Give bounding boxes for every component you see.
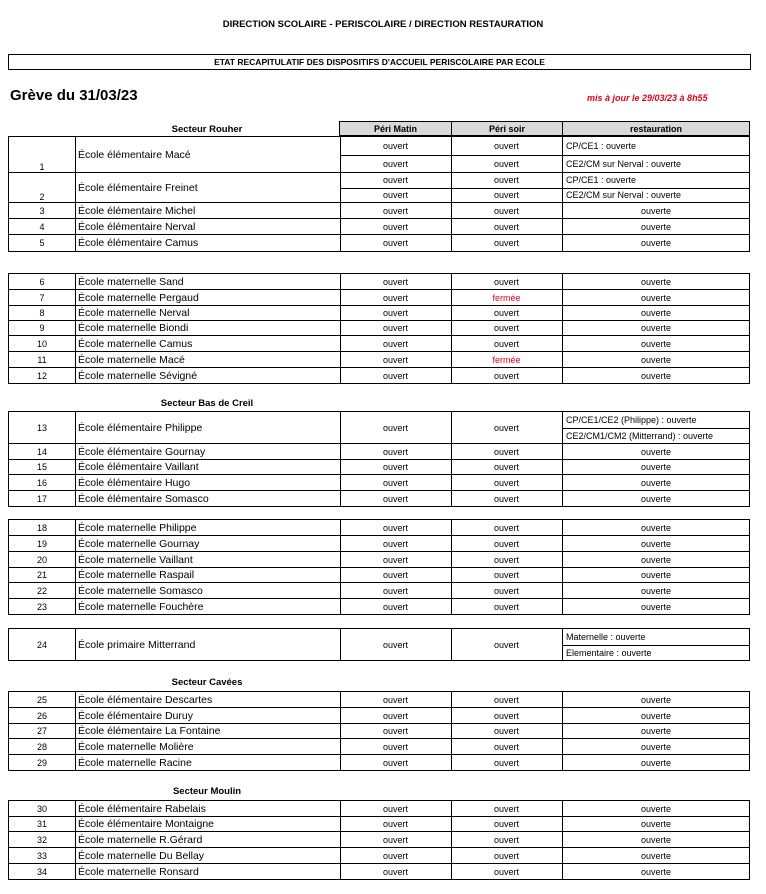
school-number: 23 (36, 602, 47, 612)
restauration-status: ouverte (640, 238, 672, 248)
school-name: École maternelle Somasco (78, 585, 203, 597)
restauration-status: CE2/CM sur Nerval : ouverte (566, 190, 682, 200)
peri-soir-status: ouvert (493, 602, 519, 612)
peri-soir-status: ouvert (493, 570, 519, 580)
school-name: École élémentaire Macé (78, 149, 191, 161)
restauration-status: ouverte (640, 835, 672, 845)
peri-matin-status: ouvert (382, 602, 408, 612)
peri-soir-status: ouvert (493, 308, 519, 318)
table-row (9, 274, 749, 290)
table-row (9, 536, 749, 552)
update-timestamp: mis à jour le 29/03/23 à 8h55 (587, 93, 708, 103)
peri-soir-status: ouvert (493, 323, 519, 333)
school-number: 16 (36, 478, 47, 488)
restauration-status: Elementaire : ouverte (566, 648, 652, 658)
restauration-status: CP/CE1 : ouverte (566, 175, 637, 185)
school-number: 27 (36, 726, 47, 736)
peri-soir-status: ouvert (493, 222, 519, 232)
sector-heading: Secteur Cavées (171, 677, 243, 688)
peri-soir-status: ouvert (493, 835, 519, 845)
school-name: École élémentaire Freinet (78, 182, 198, 194)
school-group (8, 628, 750, 661)
school-number: 1 (39, 162, 45, 172)
table-row (9, 306, 749, 321)
row-divider (340, 155, 749, 156)
school-group (8, 691, 750, 771)
school-name: École maternelle Nerval (78, 307, 190, 319)
table-row (9, 219, 749, 235)
peri-soir-status: ouvert (493, 238, 519, 248)
column-header-peri-matin: Péri Matin (339, 121, 452, 136)
table-row (9, 848, 749, 864)
school-number: 21 (36, 570, 47, 580)
school-name: École maternelle Raspail (78, 569, 195, 581)
peri-matin-status: ouvert (382, 277, 408, 287)
school-name: École élémentaire La Fontaine (78, 725, 221, 737)
table-row (9, 368, 749, 384)
table-row (9, 444, 749, 460)
school-number: 15 (36, 462, 47, 472)
table-row (9, 352, 749, 368)
school-name: École maternelle Fouchère (78, 601, 204, 613)
table-row (9, 412, 749, 444)
peri-matin-status: ouvert (382, 293, 408, 303)
table-row (9, 336, 749, 352)
school-number: 22 (36, 586, 47, 596)
peri-soir-status: ouvert (493, 726, 519, 736)
peri-soir-status: ouvert (493, 462, 519, 472)
school-number: 4 (39, 222, 45, 232)
school-number: 26 (36, 711, 47, 721)
peri-matin-status: ouvert (382, 423, 408, 433)
restauration-status: ouverte (640, 308, 672, 318)
peri-soir-status: ouvert (493, 742, 519, 752)
table-row (9, 817, 749, 832)
school-name: École maternelle Pergaud (78, 292, 199, 304)
peri-soir-status: ouvert (493, 867, 519, 877)
school-group (8, 519, 750, 615)
strike-date-title: Grève du 31/03/23 (10, 87, 138, 104)
school-number: 9 (39, 323, 45, 333)
table-row (9, 475, 749, 491)
restauration-status: ouverte (640, 726, 672, 736)
row-divider (340, 188, 749, 189)
peri-matin-status: ouvert (382, 758, 408, 768)
peri-soir-status: ouvert (493, 711, 519, 721)
peri-soir-status: ouvert (493, 758, 519, 768)
peri-matin-status: ouvert (382, 175, 408, 185)
peri-matin-status: ouvert (382, 494, 408, 504)
peri-soir-status: fermée (492, 293, 521, 303)
peri-soir-status: ouvert (493, 159, 519, 169)
restauration-status: ouverte (640, 355, 672, 365)
peri-matin-status: ouvert (382, 726, 408, 736)
peri-matin-status: ouvert (382, 570, 408, 580)
sector-heading: Secteur Moulin (172, 786, 242, 797)
restauration-status: ouverte (640, 758, 672, 768)
table-row (9, 173, 749, 203)
peri-matin-status: ouvert (382, 640, 408, 650)
peri-soir-status: ouvert (493, 555, 519, 565)
restauration-status: ouverte (640, 462, 672, 472)
table-row (9, 801, 749, 817)
school-name: École maternelle Gournay (78, 538, 200, 550)
school-name: École maternelle Du Bellay (78, 850, 205, 862)
restauration-status: ouverte (640, 819, 672, 829)
peri-soir-status: fermée (492, 355, 521, 365)
school-name: École élémentaire Nerval (78, 221, 196, 233)
restauration-status: CE2/CM1/CM2 (Mitterrand) : ouverte (566, 431, 714, 441)
school-number: 13 (36, 423, 47, 433)
school-name: École élémentaire Rabelais (78, 803, 206, 815)
school-name: École maternelle R.Gérard (78, 834, 203, 846)
peri-soir-status: ouvert (493, 141, 519, 151)
column-header-restauration: restauration (562, 121, 750, 136)
peri-soir-status: ouvert (493, 478, 519, 488)
restauration-status: ouverte (640, 586, 672, 596)
school-name: École élémentaire Descartes (78, 694, 213, 706)
peri-matin-status: ouvert (382, 695, 408, 705)
peri-matin-status: ouvert (382, 371, 408, 381)
restauration-status: Maternelle : ouverte (566, 632, 646, 642)
school-name: École maternelle Camus (78, 338, 193, 350)
peri-matin-status: ouvert (382, 190, 408, 200)
peri-matin-status: ouvert (382, 804, 408, 814)
restauration-status: ouverte (640, 695, 672, 705)
peri-matin-status: ouvert (382, 867, 408, 877)
school-name: École maternelle Vaillant (78, 554, 193, 566)
school-group (8, 800, 750, 880)
peri-matin-status: ouvert (382, 539, 408, 549)
restauration-status: ouverte (640, 867, 672, 877)
table-row (9, 568, 749, 583)
peri-matin-status: ouvert (382, 159, 408, 169)
school-number: 18 (36, 523, 47, 533)
school-number: 6 (39, 277, 45, 287)
school-number: 12 (36, 371, 47, 381)
table-row (9, 832, 749, 848)
peri-soir-status: ouvert (493, 277, 519, 287)
school-name: École maternelle Racine (78, 757, 192, 769)
table-row (9, 290, 749, 306)
school-name: École élémentaire Camus (78, 237, 199, 249)
peri-matin-status: ouvert (382, 141, 408, 151)
school-name: École élémentaire Michel (78, 205, 196, 217)
table-row (9, 599, 749, 615)
table-row (9, 460, 749, 475)
peri-soir-status: ouvert (493, 695, 519, 705)
school-group (8, 273, 750, 384)
school-number: 2 (39, 192, 45, 202)
table-row (9, 629, 749, 661)
school-number: 17 (36, 494, 47, 504)
peri-soir-status: ouvert (493, 206, 519, 216)
sector-heading: Secteur Bas de Creil (160, 398, 254, 409)
peri-matin-status: ouvert (382, 222, 408, 232)
peri-matin-status: ouvert (382, 555, 408, 565)
row-divider (562, 428, 749, 429)
row-divider (562, 645, 749, 646)
table-row (9, 739, 749, 755)
peri-matin-status: ouvert (382, 478, 408, 488)
restauration-status: ouverte (640, 494, 672, 504)
school-name: École élémentaire Philippe (78, 422, 203, 434)
table-row (9, 708, 749, 724)
table-row (9, 520, 749, 536)
school-name: École élémentaire Gournay (78, 446, 206, 458)
report-title: ETAT RECAPITULATIF DES DISPOSITIFS D'ACCUEIL PERISCOLAIRE PAR ECOLE (8, 54, 751, 70)
peri-matin-status: ouvert (382, 711, 408, 721)
peri-soir-status: ouvert (493, 339, 519, 349)
peri-matin-status: ouvert (382, 835, 408, 845)
school-name: École maternelle Biondi (78, 322, 189, 334)
school-number: 11 (37, 355, 47, 365)
school-name: École élémentaire Vaillant (78, 461, 199, 473)
restauration-status: ouverte (640, 742, 672, 752)
restauration-status: ouverte (640, 602, 672, 612)
school-number: 30 (36, 804, 47, 814)
school-name: École maternelle Philippe (78, 522, 197, 534)
school-group (8, 136, 750, 252)
restauration-status: CE2/CM sur Nerval : ouverte (566, 159, 682, 169)
table-row (9, 203, 749, 219)
school-number: 19 (36, 539, 47, 549)
peri-matin-status: ouvert (382, 586, 408, 596)
school-name: École maternelle Ronsard (78, 866, 199, 878)
school-name: École élémentaire Duruy (78, 710, 193, 722)
peri-matin-status: ouvert (382, 462, 408, 472)
school-number: 25 (36, 695, 47, 705)
restauration-status: ouverte (640, 206, 672, 216)
restauration-status: ouverte (640, 804, 672, 814)
peri-soir-status: ouvert (493, 804, 519, 814)
table-row (9, 755, 749, 771)
school-name: École élémentaire Hugo (78, 477, 191, 489)
school-number: 31 (36, 819, 47, 829)
peri-soir-status: ouvert (493, 586, 519, 596)
peri-matin-status: ouvert (382, 819, 408, 829)
table-row (9, 692, 749, 708)
peri-matin-status: ouvert (382, 851, 408, 861)
peri-soir-status: ouvert (493, 371, 519, 381)
school-name: École maternelle Sand (78, 276, 184, 288)
school-number: 24 (36, 640, 47, 650)
peri-soir-status: ouvert (493, 851, 519, 861)
school-number: 20 (36, 555, 47, 565)
restauration-status: ouverte (640, 222, 672, 232)
school-name: École primaire Mitterrand (78, 639, 196, 651)
school-name: École maternelle Macé (78, 354, 185, 366)
sector-heading: Secteur Rouher (171, 124, 243, 135)
peri-soir-status: ouvert (493, 423, 519, 433)
school-name: École maternelle Sévigné (78, 370, 198, 382)
restauration-status: ouverte (640, 339, 672, 349)
table-row (9, 491, 749, 507)
restauration-status: ouverte (640, 293, 672, 303)
table-row (9, 724, 749, 739)
peri-matin-status: ouvert (382, 339, 408, 349)
table-row (9, 321, 749, 336)
peri-matin-status: ouvert (382, 323, 408, 333)
table-row (9, 583, 749, 599)
page-header-title: DIRECTION SCOLAIRE - PERISCOLAIRE / DIRECTION RESTAURATION (222, 19, 544, 30)
restauration-status: CP/CE1/CE2 (Philippe) : ouverte (566, 415, 697, 425)
peri-matin-status: ouvert (382, 523, 408, 533)
school-name: École élémentaire Somasco (78, 493, 209, 505)
school-number: 5 (39, 238, 45, 248)
peri-matin-status: ouvert (382, 447, 408, 457)
peri-soir-status: ouvert (493, 819, 519, 829)
table-row (9, 137, 749, 173)
school-number: 32 (36, 835, 47, 845)
peri-matin-status: ouvert (382, 742, 408, 752)
restauration-status: ouverte (640, 478, 672, 488)
peri-matin-status: ouvert (382, 206, 408, 216)
peri-matin-status: ouvert (382, 238, 408, 248)
restauration-status: ouverte (640, 711, 672, 721)
school-number: 10 (36, 339, 47, 349)
school-number: 8 (39, 308, 45, 318)
table-row (9, 864, 749, 880)
school-number: 7 (39, 293, 45, 303)
peri-soir-status: ouvert (493, 175, 519, 185)
peri-soir-status: ouvert (493, 494, 519, 504)
school-number: 14 (36, 447, 47, 457)
peri-soir-status: ouvert (493, 190, 519, 200)
restauration-status: CP/CE1 : ouverte (566, 141, 637, 151)
restauration-status: ouverte (640, 371, 672, 381)
peri-matin-status: ouvert (382, 308, 408, 318)
restauration-status: ouverte (640, 555, 672, 565)
peri-matin-status: ouvert (382, 355, 408, 365)
peri-soir-status: ouvert (493, 523, 519, 533)
school-number: 34 (36, 867, 47, 877)
restauration-status: ouverte (640, 539, 672, 549)
school-number: 28 (36, 742, 47, 752)
restauration-status: ouverte (640, 523, 672, 533)
school-name: École élémentaire Montaigne (78, 818, 214, 830)
restauration-status: ouverte (640, 851, 672, 861)
school-number: 29 (36, 758, 47, 768)
table-row (9, 552, 749, 568)
peri-soir-status: ouvert (493, 447, 519, 457)
school-name: École maternelle Molière (78, 741, 194, 753)
table-row (9, 235, 749, 252)
column-header-peri-soir: Péri soir (451, 121, 563, 136)
restauration-status: ouverte (640, 323, 672, 333)
restauration-status: ouverte (640, 570, 672, 580)
school-group (8, 411, 750, 507)
restauration-status: ouverte (640, 277, 672, 287)
school-number: 33 (36, 851, 47, 861)
peri-soir-status: ouvert (493, 640, 519, 650)
peri-soir-status: ouvert (493, 539, 519, 549)
school-number: 3 (39, 206, 45, 216)
restauration-status: ouverte (640, 447, 672, 457)
